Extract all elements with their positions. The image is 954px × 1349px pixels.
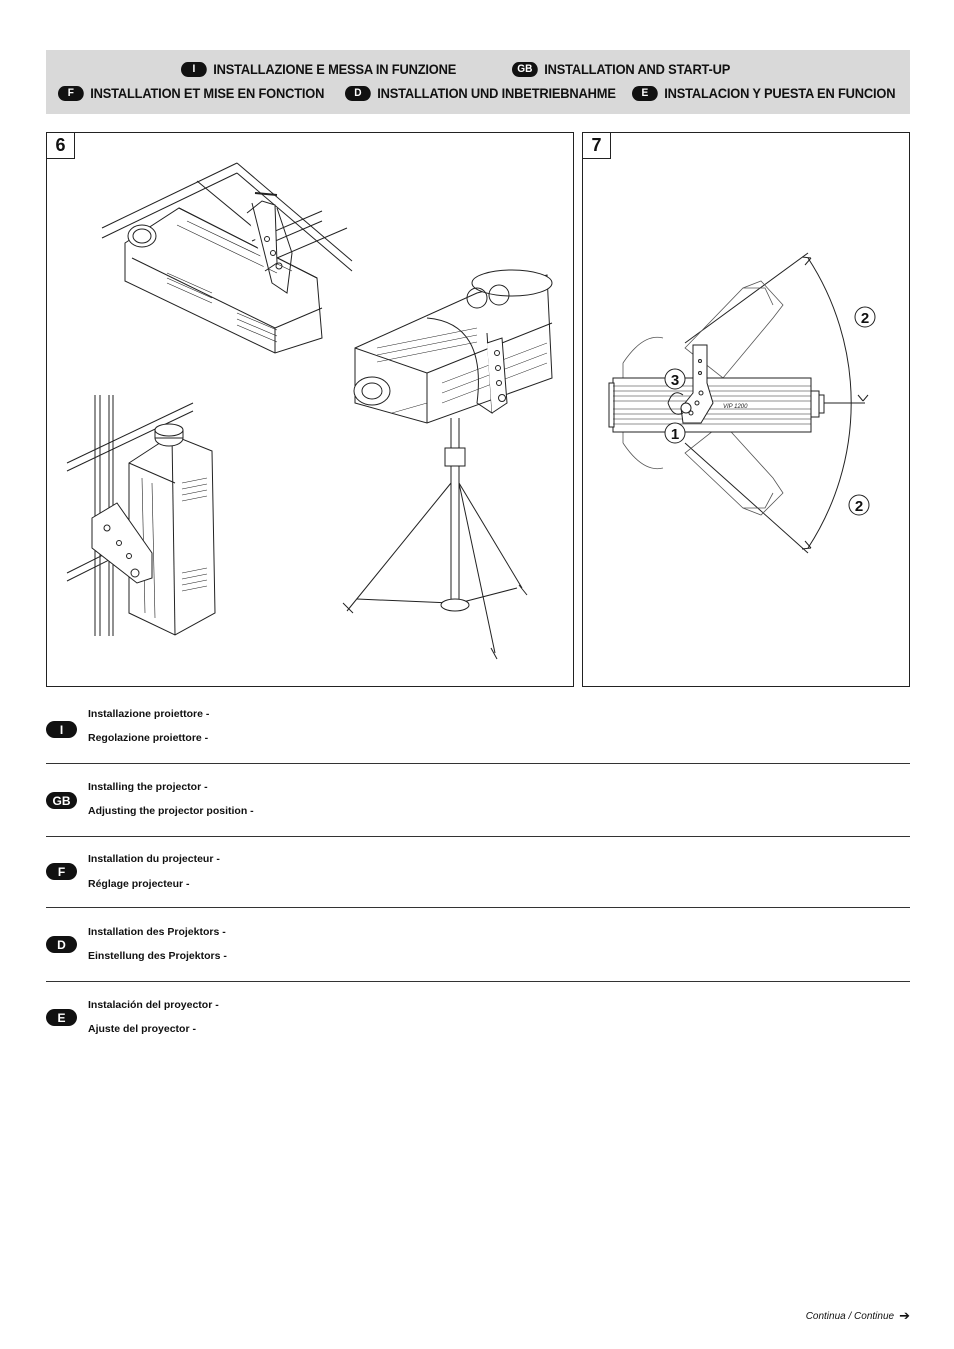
section-line-fr-2: Réglage projecteur - bbox=[88, 878, 190, 890]
header-title-it: INSTALLAZIONE E MESSA IN FUNZIONE bbox=[213, 61, 457, 77]
tripod-projector bbox=[343, 270, 552, 659]
divider bbox=[46, 763, 910, 764]
header-title-es: INSTALACION Y PUESTA EN FUNCION bbox=[664, 85, 896, 101]
section-de bbox=[46, 924, 910, 974]
header-title-gb: INSTALLATION AND START-UP bbox=[544, 61, 731, 77]
header-item-fr bbox=[58, 85, 324, 101]
figure-7-illustration bbox=[583, 133, 909, 686]
section-badge-de: D bbox=[46, 936, 77, 953]
projector-model-label: VIP 1200 bbox=[723, 404, 748, 410]
arrow-right-icon: ➔ bbox=[899, 1308, 910, 1323]
vertical-projector bbox=[92, 424, 215, 635]
section-line-fr-1: Installation du projecteur - bbox=[88, 853, 220, 865]
callout-1 bbox=[665, 423, 685, 443]
section-fr bbox=[46, 851, 910, 901]
section-badge-fr: F bbox=[46, 863, 77, 880]
callout-3 bbox=[665, 369, 685, 389]
callout-2-bottom bbox=[849, 495, 869, 515]
section-line-es-2: Ajuste del proyector - bbox=[88, 1023, 196, 1035]
projector-side-view bbox=[609, 345, 824, 432]
section-badge-es: E bbox=[46, 1009, 77, 1026]
callout-2-top bbox=[855, 307, 875, 327]
section-line-es-1: Instalación del proyector - bbox=[88, 999, 219, 1011]
section-line-gb-2: Adjusting the projector position - bbox=[88, 805, 254, 817]
section-badge-it: I bbox=[46, 721, 77, 738]
header-title-fr: INSTALLATION ET MISE EN FONCTION bbox=[90, 85, 325, 101]
callout-1-label: 1 bbox=[670, 426, 680, 443]
header-item-es bbox=[632, 85, 895, 101]
title-header bbox=[46, 50, 910, 114]
callout-2-bottom-label: 2 bbox=[854, 498, 864, 515]
figure-6-panel bbox=[46, 132, 574, 687]
header-item-de bbox=[345, 85, 616, 101]
divider bbox=[46, 907, 910, 908]
lang-badge-es: E bbox=[632, 86, 658, 101]
section-line-de-2: Einstellung des Projektors - bbox=[88, 950, 227, 962]
callout-3-label: 3 bbox=[670, 372, 680, 389]
ceiling-projector bbox=[125, 193, 322, 353]
lang-badge-de: D bbox=[345, 86, 371, 101]
section-es bbox=[46, 997, 910, 1047]
section-badge-gb: GB bbox=[46, 792, 77, 809]
figure-6-number: 6 bbox=[47, 133, 75, 159]
header-item-gb bbox=[512, 61, 730, 77]
continue-footer bbox=[806, 1308, 910, 1324]
section-line-it-1: Installazione proiettore - bbox=[88, 708, 210, 720]
figure-7-panel bbox=[582, 132, 910, 687]
lang-badge-gb: GB bbox=[512, 62, 538, 77]
section-line-it-2: Regolazione proiettore - bbox=[88, 732, 209, 744]
figure-7-number: 7 bbox=[583, 133, 611, 159]
section-gb bbox=[46, 779, 910, 829]
callout-2-top-label: 2 bbox=[860, 310, 870, 327]
section-line-gb-1: Installing the projector - bbox=[88, 781, 208, 793]
divider bbox=[46, 836, 910, 837]
section-it bbox=[46, 706, 910, 756]
lang-badge-it: I bbox=[181, 62, 207, 77]
figure-6-illustration bbox=[47, 133, 573, 686]
header-item-it bbox=[181, 61, 456, 77]
lang-badge-fr: F bbox=[58, 86, 84, 101]
header-title-de: INSTALLATION UND INBETRIEBNAHME bbox=[377, 85, 616, 101]
section-line-de-1: Installation des Projektors - bbox=[88, 926, 226, 938]
divider bbox=[46, 981, 910, 982]
continue-label: Continua / Continue bbox=[805, 1310, 895, 1322]
